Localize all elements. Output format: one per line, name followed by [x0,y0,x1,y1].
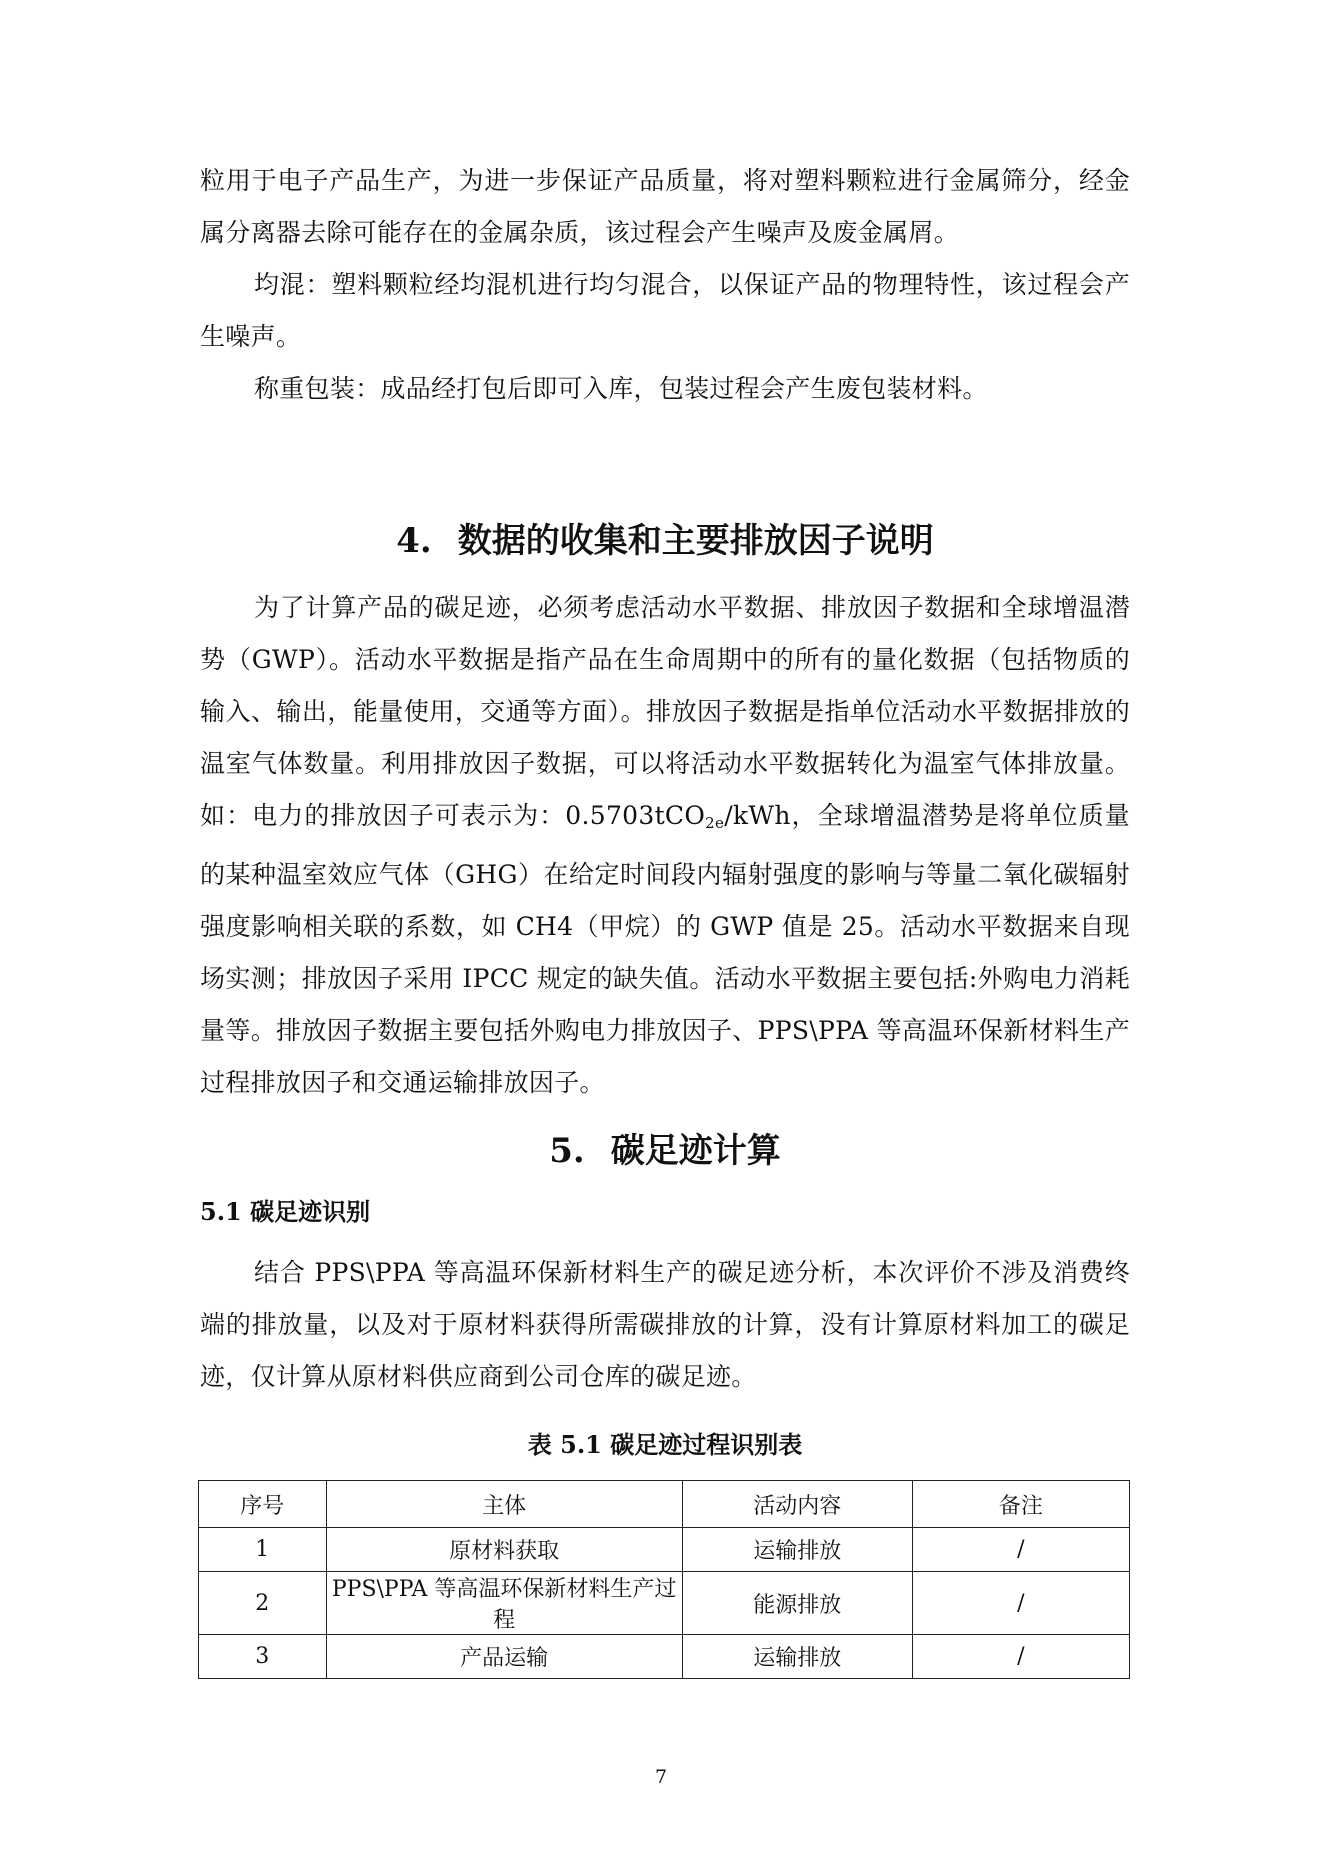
table-cell: 能源排放 [682,1572,912,1635]
body-paragraph: 均混：塑料颗粒经均混机进行均匀混合，以保证产品的物理特性，该过程会产生噪声。 [200,270,1130,351]
section-title: 碳足迹计算 [610,1131,781,1171]
table-caption: 表 5.1 碳足迹过程识别表 [527,1430,803,1459]
page-content [200,155,1130,1679]
table-cell: 运输排放 [682,1528,912,1572]
table-row [199,1635,1130,1679]
paragraph-text: /kWh，全球增温潜势是将单位质量的某种温室效应气体（GHG）在给定时间段内辐射强度的影响与等量二氧化碳辐射强度影响相关联的系数，如 CH4（甲烷）的 GWP 值是 25。活动水平数据来自现场实测；排放因子采用 IPCC 规定的缺失值。活动水平数据主要包括:外购电力消耗量等。排放因子数据主要包括外购电力排放因子、PPS\PPA 等高温环保新材料生产过程排放因子和交通运输排放因子。 [200,801,1130,1097]
table-cell: 原材料获取 [326,1528,682,1572]
section-title: 数据的收集和主要排放因子说明 [457,521,934,561]
table-cell: 3 [199,1635,327,1679]
body-paragraph: 结合 PPS\PPA 等高温环保新材料生产的碳足迹分析，本次评价不涉及消费终端的排放量，以及对于原材料获得所需碳排放的计算，没有计算原材料加工的碳足迹，仅计算从原材料供应商到公司仓库的碳足迹。 [200,1258,1130,1391]
subsection-heading: 5.1 碳足迹识别 [200,1197,371,1226]
section-heading-5 [200,1123,1130,1172]
table-cell: 1 [199,1528,327,1572]
column-header: 备注 [912,1481,1129,1528]
body-paragraph: 称重包装：成品经打包后即可入库，包装过程会产生废包装材料。 [254,374,988,403]
column-header: 主体 [326,1481,682,1528]
table-row [199,1528,1130,1572]
table-header-row [199,1481,1130,1528]
column-header: 活动内容 [682,1481,912,1528]
table-row [199,1572,1130,1635]
section-heading-4 [200,513,1130,562]
section-number: 4. [396,521,432,561]
section-number: 5. [549,1131,585,1171]
table-cell: / [912,1572,1129,1635]
process-identification-table [198,1480,1130,1679]
page-number: 7 [654,1766,668,1788]
column-header: 序号 [199,1481,327,1528]
table-cell: 产品运输 [326,1635,682,1679]
table-cell: / [912,1635,1129,1679]
body-paragraph [200,582,1130,1109]
table-cell: 运输排放 [682,1635,912,1679]
table-cell: / [912,1528,1129,1572]
subscript: 2e [705,814,725,832]
paragraph-text: 为了计算产品的碳足迹，必须考虑活动水平数据、排放因子数据和全球增温潜势（GWP）。活动水平数据是指产品在生命周期中的所有的量化数据（包括物质的输入、输出，能量使用，交通等方面）。排放因子数据是指单位活动水平数据排放的温室气体数量。利用排放因子数据，可以将活动水平数据转化为温室气体排放量。如：电力的排放因子可表示为：0.5703tCO [200,593,1130,830]
body-paragraph: 粒用于电子产品生产，为进一步保证产品质量，将对塑料颗粒进行金属筛分，经金属分离器去除可能存在的金属杂质，该过程会产生噪声及废金属屑。 [200,166,1130,247]
table-cell: 2 [199,1572,327,1635]
table-cell: PPS\PPA 等高温环保新材料生产过程 [326,1572,682,1635]
